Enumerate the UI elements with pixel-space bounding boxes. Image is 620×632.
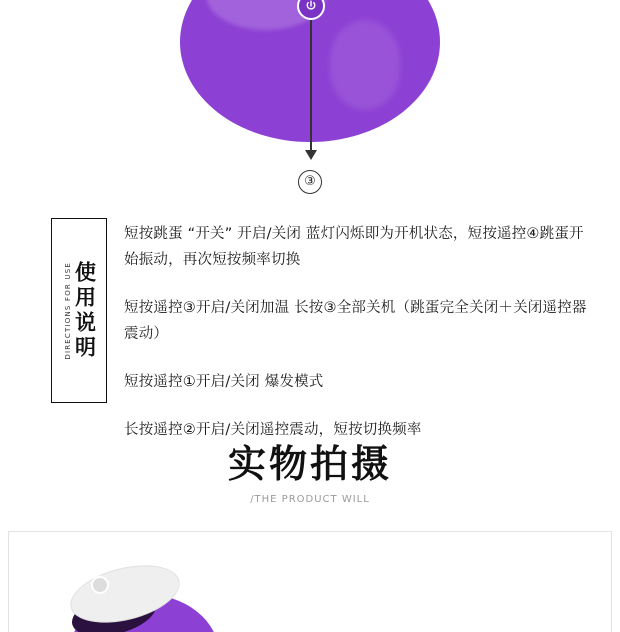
callout-arrow-icon (305, 150, 317, 160)
section-title: 实物拍摄 (227, 442, 392, 486)
callout-line (310, 20, 312, 152)
section-heading (0, 440, 620, 505)
instructions-step-list (124, 221, 592, 443)
instructions-section (0, 205, 620, 438)
product-illustration (0, 0, 620, 205)
instructions-side-label-cn: 使用说明 (72, 260, 97, 361)
instructions-side-label (51, 218, 107, 403)
section-subtitle: /THE PRODUCT WILL (250, 494, 370, 505)
product-photo-frame (8, 531, 612, 632)
list-item: 短按跳蛋 “开关” 开启/关闭 蓝灯闪烁即为开机状态，短按遥控④跳蛋开始振动，再次短按频率切换 (124, 226, 584, 268)
product-highlight-secondary (330, 20, 400, 110)
list-item: 短按遥控①开启/关闭 爆发模式 (124, 374, 324, 390)
instructions-side-label-en: DIRECTIONS FOR USE (63, 261, 72, 360)
callout-number-badge: ③ (298, 170, 322, 194)
list-item: 短按遥控③开启/关闭加温 长按③全部关机（跳蛋完全关闭＋关闭遥控器震动） (124, 300, 587, 342)
list-item: 长按遥控②开启/关闭遥控震动，短按切换频率 (124, 422, 422, 438)
